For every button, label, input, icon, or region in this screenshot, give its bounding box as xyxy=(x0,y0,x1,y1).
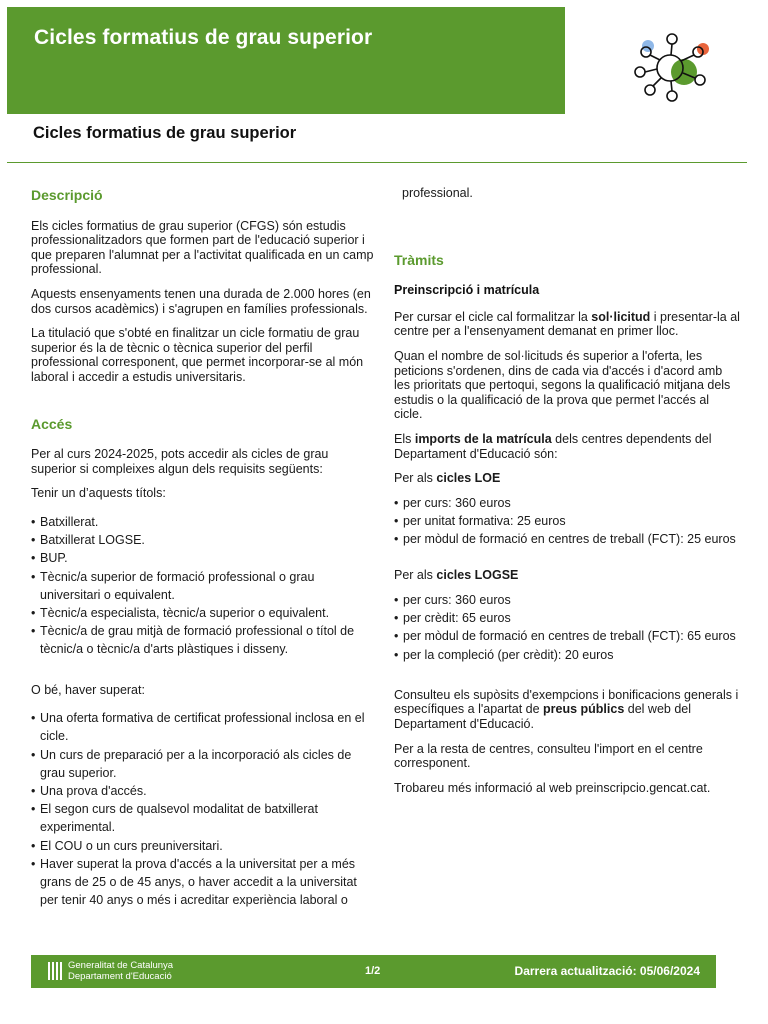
footer-bar xyxy=(31,955,716,988)
page-title: Cicles formatius de grau superior xyxy=(33,124,297,142)
tramits-paragraph: Per a la resta de centres, consulteu l'import en el centre corresponent. xyxy=(394,741,703,771)
list-item: • per mòdul de formació en centres de treball (FCT): 25 euros xyxy=(394,530,740,548)
list-item: • Tècnic/a superior de formació professional o grau universitari o equivalent. xyxy=(31,568,374,604)
list-item: • El segon curs de qualsevol modalitat de batxillerat experimental. xyxy=(31,800,374,836)
loe-heading: Per als cicles LOE xyxy=(394,471,501,486)
list-item: • Batxillerat. xyxy=(31,513,374,531)
banner-title: Cicles formatius de grau superior xyxy=(34,26,373,49)
section-heading-tramits: Tràmits xyxy=(394,251,444,268)
list-item: • BUP. xyxy=(31,549,374,567)
list-item: • Tècnic/a de grau mitjà de formació professional o títol de tècnic/a o tècnic/a d'arts plàstiques i disseny. xyxy=(31,622,374,658)
generalitat-stripes-icon xyxy=(47,962,63,980)
subheading-preinscripcio: Preinscripció i matrícula xyxy=(394,283,540,298)
list-item: • per crèdit: 65 euros xyxy=(394,609,740,627)
left-column xyxy=(31,186,374,919)
logse-heading: Per als cicles LOGSE xyxy=(394,568,519,583)
logse-fees-list xyxy=(394,591,740,664)
acces-intro: Per al curs 2024-2025, pots accedir als cicles de grau superior si compleixes algun dels requisits següents: xyxy=(31,447,329,476)
org-line2: Departament d'Educació xyxy=(68,970,172,982)
generalitat-logo xyxy=(47,961,197,983)
list-item: • Batxillerat LOGSE. xyxy=(31,531,374,549)
right-column xyxy=(394,186,740,805)
list-item: • El COU o un curs preuniversitari. xyxy=(31,837,374,855)
tramits-paragraph: Els imports de la matrícula dels centres dependents del Departament d'Educació són: xyxy=(394,431,712,461)
passed-list xyxy=(31,709,374,909)
tramits-paragraph: Consulteu els supòsits d'exempcions i bonificacions generals i específiques a l'apartat de preus públics del web del Departament d'Educació. xyxy=(394,687,739,731)
list-item: • Una prova d'accés. xyxy=(31,782,374,800)
descripcio-paragraph: Aquests ensenyaments tenen una durada de 2.000 hores (en dos cursos acadèmics) i s'agrupen en famílies professionals. xyxy=(31,286,371,316)
tramits-paragraph: Quan el nombre de sol·licituds és superior a l'oferta, les peticions s'ordenen, dins de cada via d'accés i d'acord amb les prioritats que pertoqui, segons la qualificació mitjana dels estudis o la qualificació de la prova que permet l'accés al cicle. xyxy=(394,348,731,422)
network-nodes-icon xyxy=(628,30,710,106)
descripcio-paragraph: Els cicles formatius de grau superior (CFGS) són estudis professionalitzadors que formen part de l'educació superior i que preparen l'alumnat per a l'activitat qualificada en un camp professional. xyxy=(31,218,374,277)
list-item: • per curs: 360 euros xyxy=(394,494,740,512)
last-updated: Darrera actualització: 05/06/2024 xyxy=(514,964,700,978)
list-item: • Un curs de preparació per a la incorporació als cicles de grau superior. xyxy=(31,746,374,782)
list-item: • per curs: 360 euros xyxy=(394,591,740,609)
section-heading-acces: Accés xyxy=(31,415,73,432)
passed-intro: O bé, haver superat: xyxy=(31,682,145,697)
tramits-paragraph: Trobareu més informació al web preinscripcio.gencat.cat. xyxy=(394,780,711,795)
descripcio-paragraph: La titulació que s'obté en finalitzar un cicle formatiu de grau superior és la de tècnic o tècnica superior del perfil professional corresponent, que permet incorporar-se al món laboral i accedir a estudis universitaris. xyxy=(31,326,364,384)
header-banner xyxy=(7,7,565,114)
page-number: 1/2 xyxy=(365,965,381,977)
list-item: • Tècnic/a especialista, tècnic/a superior o equivalent. xyxy=(31,604,374,622)
list-item: • per mòdul de formació en centres de treball (FCT): 65 euros xyxy=(394,627,740,645)
section-heading-descripcio: Descripció xyxy=(31,187,103,203)
list-item: • per la compleció (per crèdit): 20 euros xyxy=(394,646,740,664)
titles-list xyxy=(31,513,374,659)
continuation-text: professional. xyxy=(402,186,473,200)
list-item: • Haver superat la prova d'accés a la universitat per a més grans de 25 o de 45 anys, o haver accedit a la universitat per tenir 40 anys o més i acreditar experiència laboral o xyxy=(31,855,374,910)
list-item: • Una oferta formativa de certificat professional inclosa en el cicle. xyxy=(31,709,374,745)
divider xyxy=(7,162,747,163)
titles-intro: Tenir un d’aquests títols: xyxy=(31,486,166,501)
list-item: • per unitat formativa: 25 euros xyxy=(394,512,740,530)
tramits-paragraph: Per cursar el cicle cal formalitzar la sol·licitud i presentar-la al centre per a l'ensenyament demanat en primer lloc. xyxy=(394,309,740,339)
org-line1: Generalitat de Catalunya xyxy=(68,960,174,971)
loe-fees-list xyxy=(394,494,740,549)
